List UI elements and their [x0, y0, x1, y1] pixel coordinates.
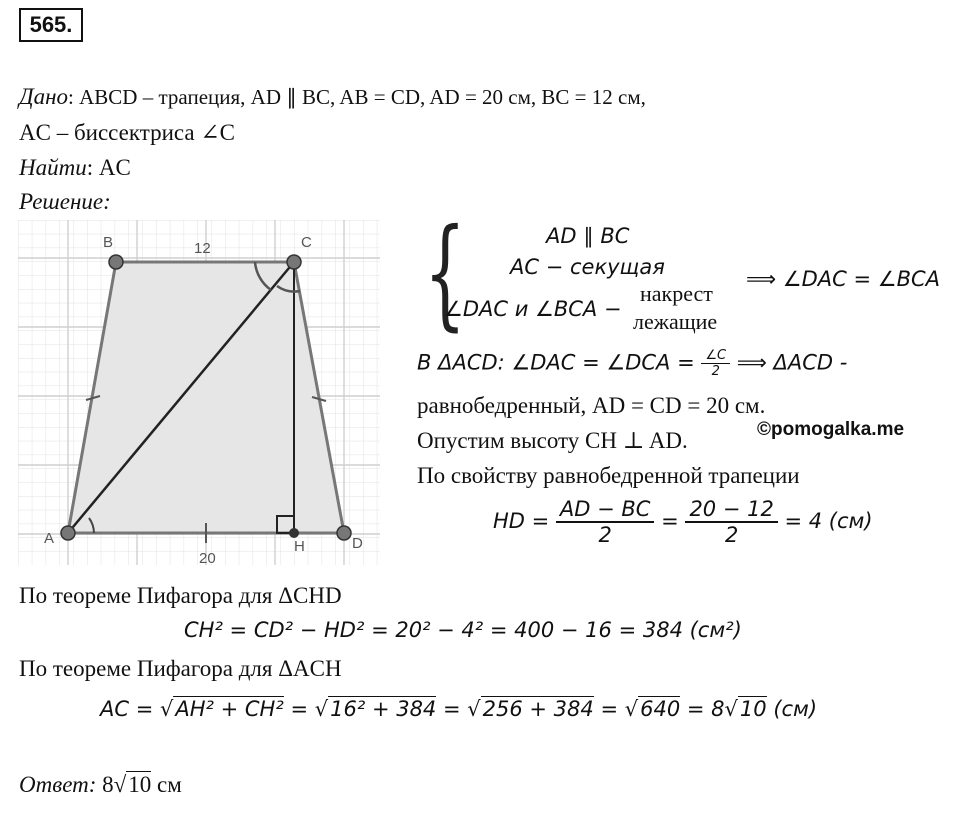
answer-suffix: см	[151, 772, 182, 797]
find-label: Найти	[19, 155, 87, 180]
solution-label: Решение:	[19, 189, 111, 214]
system-row-3: ∠DAC и ∠BCA −	[444, 297, 622, 321]
answer-label: Ответ:	[19, 772, 97, 797]
p2-text-5: (см)	[766, 697, 818, 721]
step-1-left: В ΔACD: ∠DAC = ∠DCA =	[417, 350, 702, 375]
hd-fraction-2	[685, 497, 777, 547]
label-a: A	[44, 530, 55, 547]
given-line-1	[19, 84, 646, 110]
hd-fraction-1	[556, 497, 655, 547]
point-a	[61, 526, 75, 540]
p2-text-2: =	[436, 697, 468, 721]
system-row-1: AD ∥ BC	[546, 224, 630, 248]
point-b	[109, 255, 123, 269]
label-c: C	[301, 234, 312, 251]
hd-eq: =	[654, 509, 686, 533]
p2-text-4: = 8	[680, 697, 725, 721]
pythagoras-2-title: По теореме Пифагора для ΔACH	[19, 656, 342, 681]
system-brace: {	[424, 204, 466, 343]
point-d	[337, 526, 351, 540]
answer-root: 10	[128, 772, 152, 797]
step-1	[417, 348, 847, 379]
hd-right: = 4 (см)	[777, 509, 873, 533]
step-4: По свойству равнобедренной трапеции	[417, 463, 800, 488]
label-b: B	[103, 234, 114, 251]
step-1-right: ⟹ ΔACD -	[730, 350, 848, 375]
label-h: H	[294, 538, 305, 555]
system-row-3-bottom: лежащие	[633, 309, 718, 334]
given-line-2: AC – биссектриса ∠C	[19, 120, 235, 145]
hd-frac1-den: 2	[598, 523, 612, 547]
hd-frac1-num: AD − BC	[556, 497, 655, 523]
step-1-frac-num: ∠C	[701, 348, 730, 364]
find-line	[19, 155, 131, 181]
hd-frac2-num: 20 − 12	[685, 497, 777, 523]
watermark: ©pomogalka.me	[757, 419, 905, 440]
label-d: D	[352, 535, 363, 552]
p2-text-3: =	[593, 697, 625, 721]
hd-left: HD =	[493, 509, 556, 533]
label-bc-length: 12	[194, 240, 211, 257]
p2-root-3: 256 + 384	[482, 697, 594, 721]
pythagoras-1-formula: CH² = CD² − HD² = 20² − 4² = 400 − 16 = 384 (см²)	[184, 618, 742, 642]
system-row-3-top: накрест	[640, 281, 713, 306]
p2-root-5: 10	[739, 697, 767, 721]
trapezoid	[68, 262, 344, 533]
trapezoid-figure	[18, 220, 388, 570]
step-2: равнобедренный, AD = CD = 20 см.	[417, 393, 766, 418]
answer-line: Ответ: 8√10 см	[19, 772, 182, 797]
p2-text-1: =	[283, 697, 315, 721]
p2-root-4: 640	[640, 697, 681, 721]
system-row-2: AC − секущая	[510, 255, 665, 279]
problem-number: 565.	[19, 8, 83, 42]
given-text: : ABCD – трапеция, AD ∥ BC, AB = CD, AD = 20 см, BC = 12 см,	[68, 85, 646, 109]
p2-root-1: AH² + CH²	[175, 697, 284, 721]
step-1-fraction	[701, 348, 730, 379]
given-label: Дано	[19, 84, 69, 109]
find-value: : AC	[86, 155, 131, 180]
step-3: Опустим высоту CH ⊥ AD.	[417, 428, 688, 453]
p2-root-2: 16² + 384	[330, 697, 437, 721]
answer-prefix: 8	[96, 772, 114, 797]
point-h	[289, 528, 299, 538]
hd-frac2-den: 2	[724, 523, 739, 547]
pythagoras-2-formula: AC = √AH² + CH² = √16² + 384 = √256 + 384 = √640 = 8√10 (см)	[100, 697, 818, 721]
label-ad-length: 20	[199, 550, 216, 567]
hd-formula	[493, 497, 873, 547]
point-c	[287, 255, 301, 269]
p2-text-0: AC =	[100, 697, 160, 721]
system-conclusion: ⟹ ∠DAC = ∠BCA	[746, 267, 941, 291]
pythagoras-1-title: По теореме Пифагора для ΔCHD	[19, 583, 342, 608]
step-1-frac-den: 2	[711, 364, 720, 379]
